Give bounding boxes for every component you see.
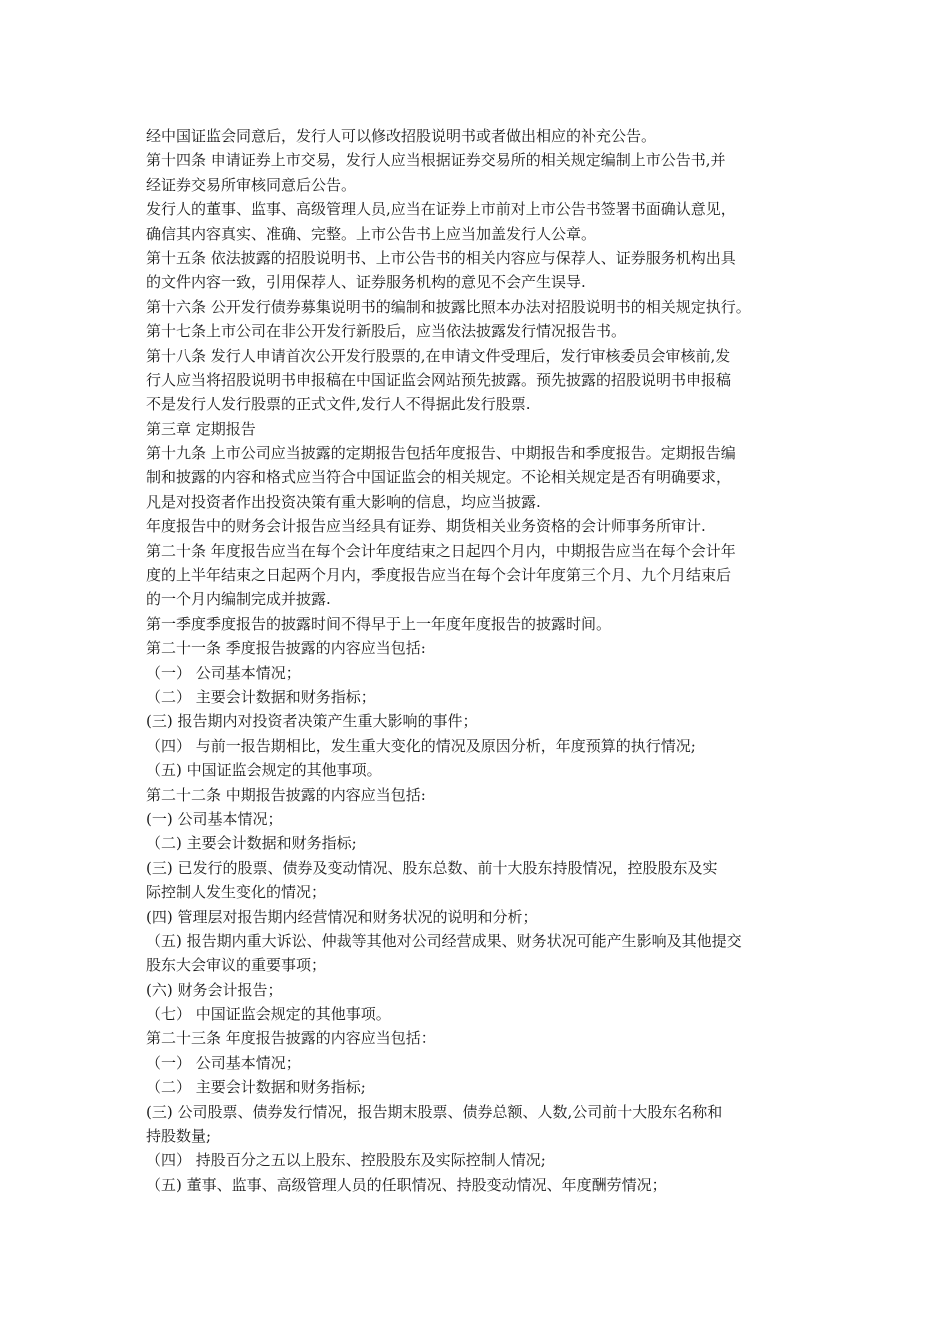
text-line: 经证券交易所审核同意后公告。 (146, 175, 357, 194)
text-line: 第十六条 公开发行债券募集说明书的编制和披露比照本办法对招股说明书的相关规定执行。 (146, 297, 751, 316)
text-line: 第一季度季度报告的披露时间不得早于上一年度年度报告的披露时间。 (146, 614, 612, 633)
text-line: （四） 持股百分之五以上股东、控股股东及实际控制人情况; (146, 1151, 546, 1170)
text-line: 不是发行人发行股票的正式文件,发行人不得据此发行股票. (146, 395, 531, 414)
text-line: （一） 公司基本情况； (146, 1053, 301, 1072)
text-line: 的文件内容一致，引用保荐人、证券服务机构的意见不会产生误导. (146, 273, 586, 292)
document-body (146, 124, 826, 1197)
text-line: （二） 主要会计数据和财务指标; (146, 1078, 366, 1097)
text-line: 第二十条 年度报告应当在每个会计年度结束之日起四个月内，中期报告应当在每个会计年 (146, 541, 736, 560)
text-line: （五) 董事、监事、高级管理人员的任职情况、持股变动情况、年度酬劳情况； (146, 1175, 667, 1194)
text-line: 第十五条 依法披露的招股说明书、上市公告书的相关内容应与保荐人、证券服务机构出具 (146, 248, 736, 267)
text-line: （四） 与前一报告期相比，发生重大变化的情况及原因分析，年度预算的执行情况; (146, 736, 696, 755)
text-line: 第二十一条 季度报告披露的内容应当包括: (146, 639, 426, 658)
text-line: （七） 中国证监会规定的其他事项。 (146, 1005, 391, 1024)
text-line: （一） 公司基本情况； (146, 663, 301, 682)
text-line: 股东大会审议的重要事项； (146, 956, 327, 975)
text-line: 第十七条上市公司在非公开发行新股后，应当依法披露发行情况报告书。 (146, 322, 627, 341)
text-line: (六) 财务会计报告； (146, 980, 283, 999)
text-line: 际控制人发生变化的情况； (146, 883, 327, 902)
text-line: 发行人的董事、监事、高级管理人员,应当在证券上市前对上市公告书签署书面确认意见， (146, 200, 736, 219)
text-line: 第十九条 上市公司应当披露的定期报告包括年度报告、中期报告和季度报告。定期报告编 (146, 444, 736, 463)
text-line: 凡是对投资者作出投资决策有重大影响的信息，均应当披露. (146, 492, 541, 511)
text-line: (四) 管理层对报告期内经营情况和财务状况的说明和分析； (146, 907, 538, 926)
text-line: （二) 主要会计数据和财务指标; (146, 834, 357, 853)
text-line: 持股数量; (146, 1127, 212, 1146)
text-line: 第十四条 申请证券上市交易，发行人应当根据证券交易所的相关规定编制上市公告书,并 (146, 151, 726, 170)
text-line: 经中国证监会同意后，发行人可以修改招股说明书或者做出相应的补充公告。 (146, 127, 657, 145)
text-line: 第三章 定期报告 (146, 419, 256, 438)
text-line: 第二十三条 年度报告披露的内容应当包括： (146, 1029, 436, 1048)
text-line: (三) 报告期内对投资者决策产生重大影响的事件； (146, 712, 478, 731)
text-line: 确信其内容真实、准确、完整。上市公告书上应当加盖发行人公章。 (146, 224, 597, 243)
text-line: （五) 中国证监会规定的其他事项。 (146, 761, 382, 780)
text-line: 的一个月内编制完成并披露. (146, 590, 331, 609)
text-line: (三) 已发行的股票、债券及变动情况、股东总数、前十大股东持股情况，控股股东及实 (146, 858, 718, 877)
text-line: 第二十二条 中期报告披露的内容应当包括: (146, 785, 426, 804)
text-line: 行人应当将招股说明书申报稿在中国证监会网站预先披露。预先披露的招股说明书申报稿 (146, 370, 732, 389)
text-line: 年度报告中的财务会计报告应当经具有证券、期货相关业务资格的会计师事务所审计. (146, 517, 706, 536)
text-line: 制和披露的内容和格式应当符合中国证监会的相关规定。不论相关规定是否有明确要求， (146, 468, 732, 487)
text-line: 度的上半年结束之日起两个月内，季度报告应当在每个会计年度第三个月、九个月结束后 (146, 566, 732, 585)
text-line: （二） 主要会计数据和财务指标； (146, 687, 376, 706)
text-line: 第十八条 发行人申请首次公开发行股票的,在申请文件受理后，发行审核委员会审核前,发 (146, 346, 731, 365)
text-line: (三) 公司股票、债券发行情况，报告期末股票、债券总额、人数,公司前十大股东名称和 (146, 1102, 723, 1121)
text-line: (一) 公司基本情况； (146, 809, 283, 828)
text-line: （五) 报告期内重大诉讼、仲裁等其他对公司经营成果、财务状况可能产生影响及其他提交 (146, 931, 742, 950)
